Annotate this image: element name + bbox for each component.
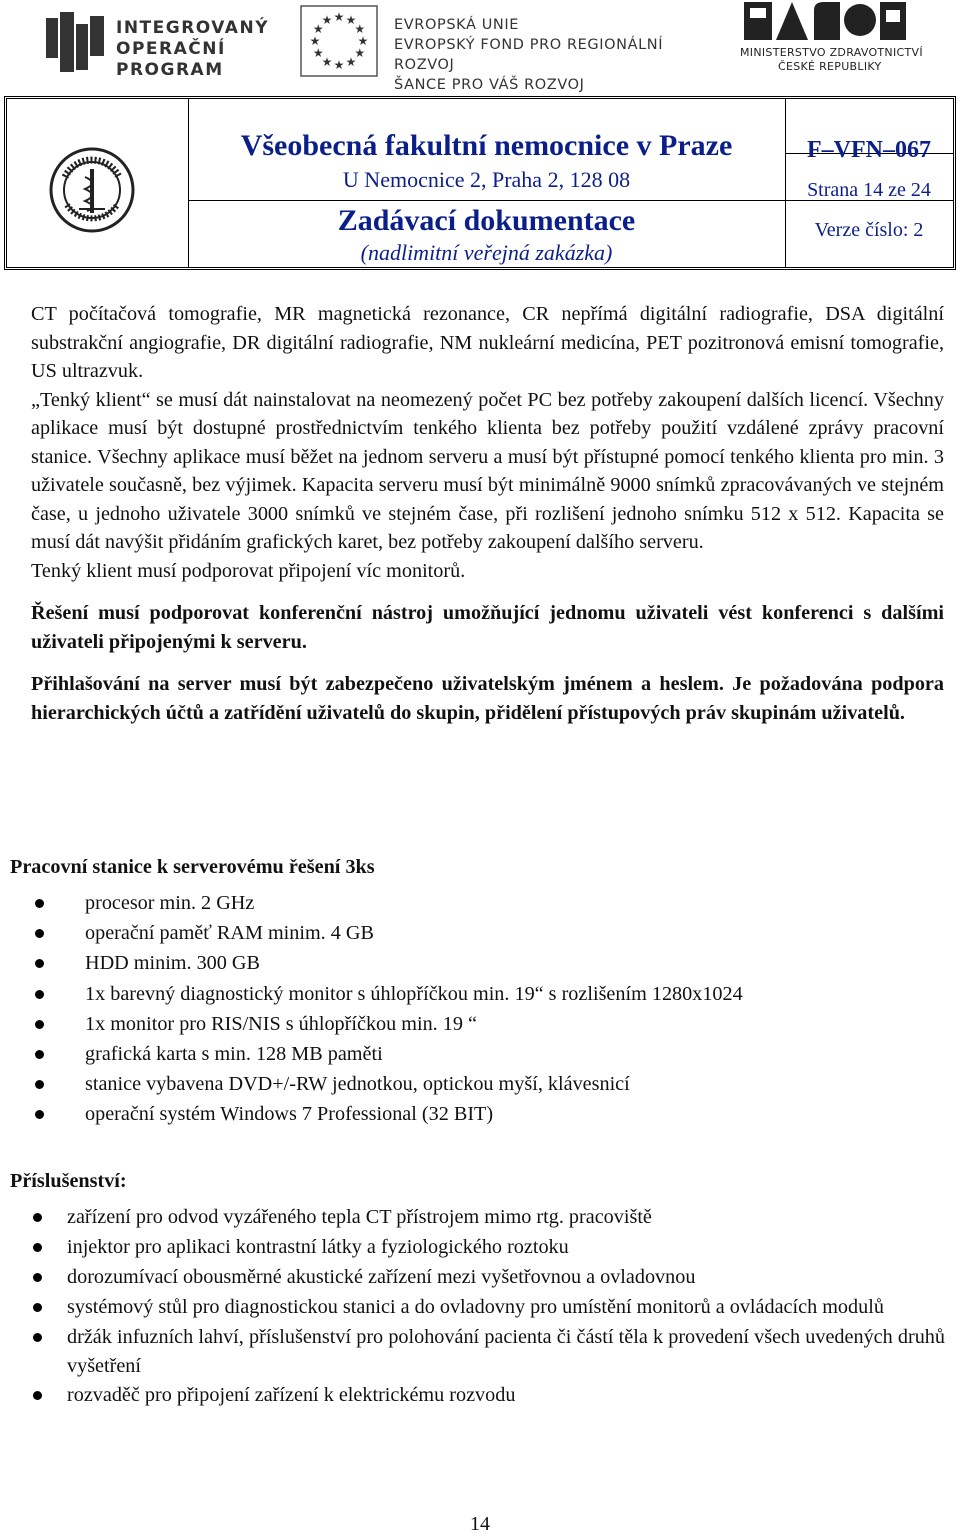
paragraph-conference: Řešení musí podporovat konferenční nástroj umožňující jednomu uživateli vést konferenci s dalšími uživateli připojenými k serveru. [31, 602, 944, 653]
iop-line-1: INTEGROVANÝ [116, 18, 269, 38]
document-type: Zadávací dokumentace [337, 204, 636, 237]
eu-star-icon: ★ [309, 34, 321, 48]
ministry-line-2: ČESKÉ REPUBLIKY [778, 60, 882, 73]
eu-star-icon: ★ [321, 13, 333, 28]
workstation-heading: Pracovní stanice k serverovému řešení 3ks [10, 856, 375, 878]
list-item: dorozumívací obousměrné akustické zařízení mezi vyšetřovnou a ovladovnou [67, 1263, 945, 1292]
eu-line-1: EVROPSKÁ UNIE [394, 17, 519, 33]
eu-star-icon: ★ [333, 58, 345, 72]
eu-star-icon: ★ [354, 22, 366, 36]
eu-star-icon: ★ [333, 10, 345, 24]
eu-star-icon: ★ [312, 22, 324, 36]
list-item: držák infuzních lahví, příslušenství pro polohování pacienta či částí těla k provedení všech uvedených druhů vyšetření [67, 1323, 945, 1381]
eu-star-icon: ★ [357, 34, 369, 48]
list-item: operační systém Windows 7 Professional (32 BIT) [85, 1099, 945, 1129]
iop-mark-icon [46, 12, 106, 76]
paragraph-login: Přihlašování na server musí být zabezpečeno uživatelským jménem a heslem. Je požadována podpora hierarchických účtů a zatřídění uživatelů do skupin, přidělení přístupových práv skupinám uživatelů. [31, 673, 944, 724]
list-item: 1x barevný diagnostický monitor s úhlopříčkou min. 19“ s rozlišením 1280x1024 [85, 979, 945, 1009]
paragraph-thin-client: „Tenký klient“ se musí dát nainstalovat na neomezený počet PC bez potřeby zakoupení dalších licencí. Všechny aplikace musí být dostupné prostřednictvím tenkého klienta bez potřeby použití vzdálené zprávy pracovní stanice. Všechny aplikace musí běžet na jednom serveru a musí být přístupné pomocí tenkého klienta pro min. 3 uživatele současně, bez výjimek. Kapacita serveru musí být minimálně 9000 snímků zpracovávaných ve stejném čase, u jednoho uživatele 3000 snímků ve stejném čase, při rozlišení jednoho snímku 512 x 512. Kapacita se musí dát navýšit přidáním grafických karet, bez potřeby zakoupení dalšího serveru. [31, 388, 944, 553]
paragraph-modalities: CT počítačová tomografie, MR magnetická rezonance, CR nepřímá digitální radiografie, DSA digitální substrakční angiografie, DR digitální radiografie, NM nukleární medicína, PET pozitronová emisní tomografie, US ultrazvuk. [31, 303, 944, 382]
eu-line-2: EVROPSKÝ FOND PRO REGIONÁLNÍ ROZVOJ [394, 37, 664, 73]
eu-star-icon: ★ [345, 13, 357, 28]
eu-star-icon: ★ [345, 54, 357, 69]
eu-star-icon: ★ [321, 54, 333, 69]
eu-star-icon: ★ [354, 46, 366, 60]
document-body [31, 300, 944, 727]
list-item: systémový stůl pro diagnostickou stanici a do ovladovny pro umístění monitorů a ovládacích modulů [67, 1293, 945, 1322]
logo-strip [0, 0, 960, 93]
accessories-heading: Příslušenství: [10, 1170, 127, 1192]
list-item: 1x monitor pro RIS/NIS s úhlopříčkou min. 19 “ [85, 1009, 945, 1039]
list-item: zařízení pro odvod vyzářeného tepla CT přístrojem mimo rtg. pracoviště [67, 1203, 945, 1232]
institution-name: Všeobecná fakultní nemocnice v Praze [240, 129, 733, 162]
institution-address: U Nemocnice 2, Praha 2, 128 08 [342, 167, 631, 192]
document-header [4, 96, 956, 270]
list-item: stanice vybavena DVD+/-RW jednotkou, optickou myší, klávesnicí [85, 1069, 945, 1099]
eu-logo-text [394, 15, 720, 95]
page-indicator: Strana 14 ze 24 [807, 179, 931, 201]
iop-logo-text [116, 18, 269, 81]
version-number: Verze číslo: 2 [814, 219, 924, 241]
document-subtype: (nadlimitní veřejná zakázka) [360, 240, 613, 265]
ministry-logo [735, 0, 950, 82]
ministry-logo-text [740, 46, 923, 74]
list-item: HDD minim. 300 GB [85, 948, 945, 978]
list-item: operační paměť RAM minim. 4 GB [85, 918, 945, 948]
eu-flag-icon [300, 5, 378, 77]
list-item: injektor pro aplikaci kontrastní látky a fyziologického roztoku [67, 1233, 945, 1262]
eu-line-3: ŠANCE PRO VÁŠ ROZVOJ [394, 77, 585, 93]
list-item: rozvaděč pro připojení zařízení k elektrickému rozvodu [67, 1381, 945, 1410]
list-item: grafická karta s min. 128 MB paměti [85, 1039, 945, 1069]
page-number: 14 [470, 1513, 490, 1535]
iop-logo [46, 12, 269, 80]
paragraph-monitors: Tenký klient musí podporovat připojení víc monitorů. [31, 559, 466, 582]
hospital-seal-icon [49, 147, 135, 233]
list-item: procesor min. 2 GHz [85, 888, 945, 918]
form-code: F–VFN–067 [807, 137, 931, 163]
eu-logo [300, 5, 720, 93]
eu-star-icon: ★ [312, 46, 324, 60]
workstation-list [85, 888, 945, 1130]
accessories-list [67, 1203, 945, 1411]
iop-line-2: OPERAČNÍ [116, 39, 226, 59]
iop-line-3: PROGRAM [116, 60, 224, 80]
ministry-line-1: MINISTERSTVO ZDRAVOTNICTVÍ [740, 46, 923, 59]
ministry-mark-icon [740, 0, 910, 44]
